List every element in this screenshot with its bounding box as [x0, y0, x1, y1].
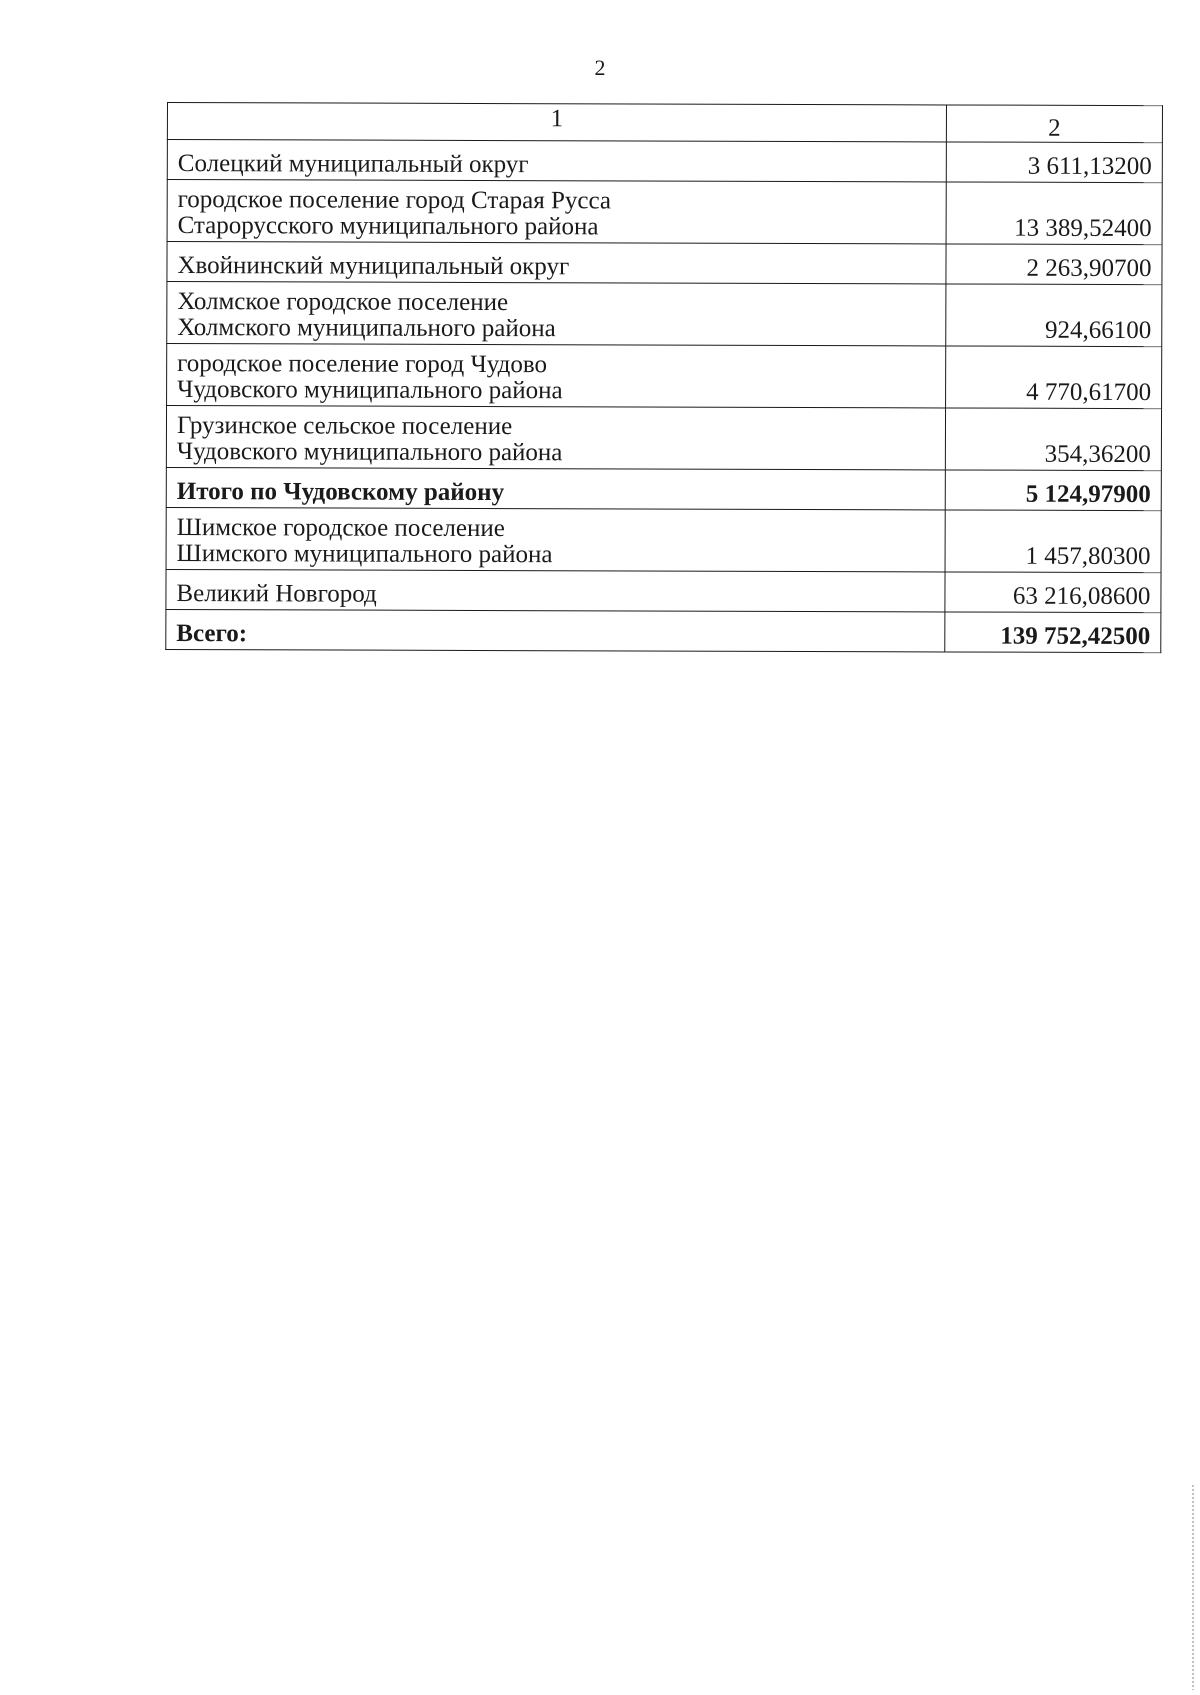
table-row — [166, 507, 1161, 572]
municipality-name-cell — [166, 406, 945, 470]
municipality-name-line: Итого по Чудовскому району — [176, 478, 505, 507]
table-total-row — [166, 467, 1161, 510]
municipality-name-line: Хвойнинский муниципальный округ — [177, 252, 570, 281]
municipality-name-line: Шимского муниципального района — [176, 540, 553, 569]
municipality-name-cell — [166, 609, 945, 651]
table-header-row — [167, 103, 1162, 143]
amount-cell: 4 770,61700 — [946, 346, 1162, 409]
municipality-name-line: Чудовского муниципального района — [177, 376, 563, 405]
municipality-name-cell — [166, 507, 945, 571]
column-number-2: 2 — [946, 105, 1162, 143]
table-row — [167, 282, 1162, 347]
municipality-name-cell — [166, 569, 945, 611]
municipality-name-line: Старорусского муниципального района — [177, 212, 599, 241]
amount-cell: 1 457,80300 — [945, 510, 1161, 573]
amount-cell: 5 124,97900 — [945, 470, 1161, 511]
table-row — [167, 242, 1162, 285]
budget-table — [165, 102, 1163, 653]
municipality-name-cell — [167, 344, 946, 408]
municipality-name-cell — [167, 180, 946, 244]
amount-cell: 2 263,90700 — [946, 244, 1162, 285]
table-row — [167, 180, 1162, 245]
municipality-name-line: Чудовского муниципального района — [176, 438, 563, 467]
municipality-name-line: Всего: — [176, 620, 248, 648]
table-row — [167, 344, 1162, 409]
municipality-name-cell — [167, 282, 946, 346]
amount-cell: 354,36200 — [945, 408, 1161, 471]
municipality-name-cell — [167, 242, 946, 284]
municipality-name-line: Шимское городское поселение — [176, 514, 505, 543]
municipality-name-line: Холмского муниципального района — [177, 314, 556, 343]
municipality-name-cell — [167, 140, 946, 182]
municipality-name-cell — [166, 467, 945, 509]
amount-cell: 3 611,13200 — [946, 142, 1162, 183]
table-row — [167, 140, 1162, 183]
table-row — [166, 569, 1161, 612]
municipality-name-line: Холмское городское поселение — [177, 288, 509, 317]
page-number: 2 — [594, 55, 606, 80]
municipality-name-line: Солецкий муниципальный округ — [177, 150, 529, 179]
municipality-name-line: городское поселение город Чудово — [177, 350, 548, 379]
column-number-1: 1 — [167, 103, 946, 142]
amount-cell: 13 389,52400 — [946, 182, 1162, 245]
amount-cell: 924,66100 — [946, 284, 1162, 347]
budget-table-container — [165, 102, 1162, 653]
amount-cell: 139 752,42500 — [945, 612, 1161, 653]
table-total-row — [166, 609, 1161, 652]
municipality-name-line: городское поселение город Старая Русса — [177, 186, 612, 215]
municipality-name-line: Великий Новгород — [176, 580, 377, 608]
municipality-name-line: Грузинское сельское поселение — [176, 412, 513, 441]
scan-edge-artifact — [1192, 1485, 1194, 1690]
amount-cell: 63 216,08600 — [945, 572, 1161, 613]
table-row — [166, 406, 1161, 471]
